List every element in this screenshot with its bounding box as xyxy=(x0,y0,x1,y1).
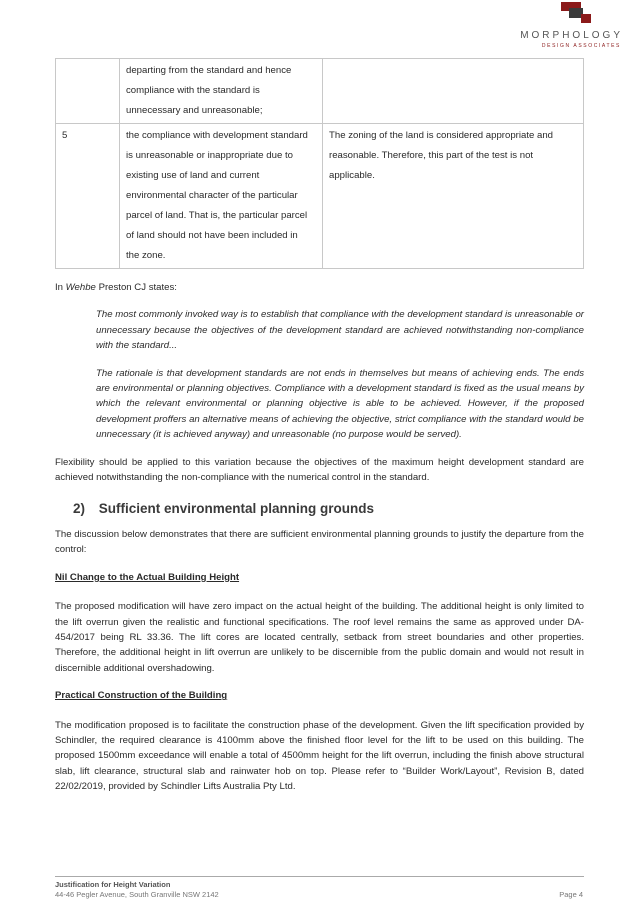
section-heading xyxy=(73,501,584,516)
logo-name: MORPHOLOGY xyxy=(520,30,623,41)
discussion-paragraph: The discussion below demonstrates that there are sufficient environmental planning grounds to justify the departure from the control: xyxy=(55,528,584,556)
subsection-heading: Nil Change to the Actual Building Height xyxy=(55,571,240,583)
block-quote: The most commonly invoked way is to establish that compliance with the development standard is unreasonable or unnecessary because the objectives of the development standard are achieved notwithstanding non-compliance with the standard... xyxy=(96,309,584,352)
document-body xyxy=(55,280,584,807)
criterion-line: parcel of land. That is, the particular parcel xyxy=(126,210,308,221)
criterion-line: unnecessary and unreasonable; xyxy=(126,105,263,116)
logo-mark-icon xyxy=(561,2,597,24)
criterion-line: the compliance with development standard xyxy=(126,130,308,141)
footer-address: 44-46 Pegler Avenue, South Granville NSW 2142 xyxy=(55,890,219,899)
table-cell-criterion xyxy=(120,59,323,124)
company-logo xyxy=(520,2,623,50)
subsection-heading: Practical Construction of the Building xyxy=(55,690,228,702)
criterion-line: compliance with the standard is xyxy=(126,85,260,96)
criterion-line: departing from the standard and hence xyxy=(126,65,292,76)
criterion-line: is unreasonable or inappropriate due to xyxy=(126,150,293,161)
table-cell-response xyxy=(323,124,584,269)
criteria-table xyxy=(55,58,584,269)
footer-divider xyxy=(55,876,584,877)
subsection-body: The modification proposed is to facilitate the construction phase of the development. Given the lift specification provided by Schindler, the required clearance is 4100mm above the finished floor level for the lift to be used on this building. The proposed 1500mm exceedance will enable a total of 4500mm height for the lift overrun, including the finish above structural slab, lift clearance, structural slab and rainwater hob on top. Please refer to “Builder Work/Layout”, Revision B, dated 22/02/2019, provided by Schindler Lifts Australia Pty Ltd. xyxy=(55,719,584,793)
table-cell-criterion xyxy=(120,124,323,269)
response-line: reasonable. Therefore, this part of the test is not applicable. xyxy=(329,150,534,181)
block-quote: The rationale is that development standards are not ends in themselves but means of achieving ends. The ends are environmental or planning objectives. Compliance with a development standard is fixed as the usual means by which the relevant environmental or planning objective is able to be achieved. However, if the proposed development proffers an alternative means of achieving the objective, strict compliance with the standard would be unnecessary (it is achieved anyway) and unreasonable (no purpose would be served). xyxy=(96,367,584,441)
response-line: The zoning of the land is considered appropriate and xyxy=(329,130,554,141)
table-cell-number xyxy=(56,59,120,124)
table-row xyxy=(56,59,584,124)
intro-prefix: In xyxy=(55,282,66,293)
intro-suffix: Preston CJ states: xyxy=(95,282,177,293)
flexibility-paragraph: Flexibility should be applied to this variation because the objectives of the maximum height development standard are achieved notwithstanding the non-compliance with the numerical control in the standard. xyxy=(55,456,584,484)
page-number: Page 4 xyxy=(559,890,583,899)
case-name: Wehbe xyxy=(65,282,96,293)
table-row xyxy=(56,124,584,269)
logo-subtitle: DESIGN ASSOCIATES xyxy=(541,43,621,49)
table-cell-number: 5 xyxy=(56,124,120,269)
criterion-line: of land should not have been included in xyxy=(126,230,298,241)
criterion-line: existing use of land and current xyxy=(126,170,260,181)
table-cell-response xyxy=(323,59,584,124)
section-title: Sufficient environmental planning grounds xyxy=(98,501,375,517)
subsection-body: The proposed modification will have zero impact on the actual height of the building. The additional height is only limited to the lift overrun given the realistic and functional specifications. The roof level remains the same as approved under DA-454/2017 being RL 33.36. The lift cores are located centrally, setback from street boundaries and other properties. Therefore, the additional height in lift overrun are unlikely to be discernible from the public domain and would not result in discernible additional overshadowing. xyxy=(55,601,584,674)
footer-title: Justification for Height Variation xyxy=(55,880,171,889)
section-number: 2) xyxy=(73,501,86,517)
intro-paragraph xyxy=(55,280,584,295)
criterion-line: environmental character of the particular xyxy=(126,190,298,201)
criterion-line: the zone. xyxy=(126,250,166,261)
